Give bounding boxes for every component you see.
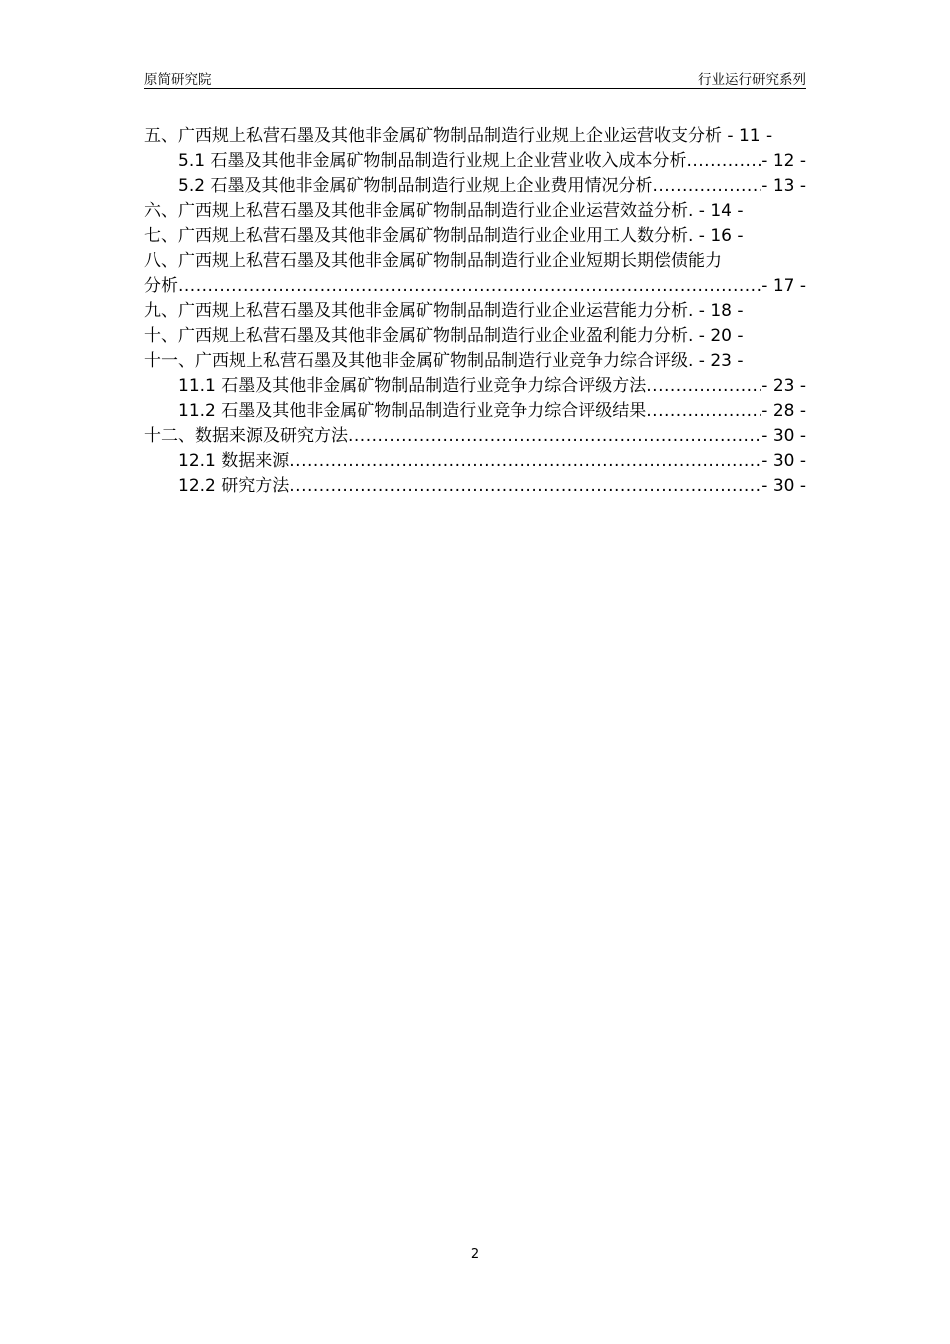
header-org-name: 原简研究院 xyxy=(144,72,212,88)
toc-entry-page: - 23 - xyxy=(761,376,806,396)
toc-entry[interactable] xyxy=(144,249,806,299)
page-number: 2 xyxy=(470,1247,480,1262)
toc-entry[interactable] xyxy=(144,224,806,249)
toc-entry-page: - 17 - xyxy=(761,276,806,296)
toc-entry-title: 分析 xyxy=(144,276,178,296)
toc-entry[interactable] xyxy=(144,424,806,449)
toc-dot-leader xyxy=(289,474,761,499)
toc-entry-text: 九、广西规上私营石墨及其他非金属矿物制品制造行业企业运营能力分析. - 18 - xyxy=(144,301,744,321)
toc-entry[interactable] xyxy=(144,374,806,399)
page-header xyxy=(144,68,806,89)
toc-entry-title: 5.1 石墨及其他非金属矿物制品制造行业规上企业营业收入成本分析 xyxy=(178,151,687,171)
toc-dot-leader xyxy=(348,424,761,449)
toc-entry-title: 十二、数据来源及研究方法 xyxy=(144,426,348,446)
toc-dot-leader xyxy=(646,374,761,399)
toc-entry-title: 11.2 石墨及其他非金属矿物制品制造行业竞争力综合评级结果 xyxy=(178,401,647,421)
toc-entry-text: 十一、广西规上私营石墨及其他非金属矿物制品制造行业竞争力综合评级. - 23 - xyxy=(144,351,744,371)
toc-entry[interactable] xyxy=(144,449,806,474)
toc-entry-text: 八、广西规上私营石墨及其他非金属矿物制品制造行业企业短期长期偿债能力 xyxy=(144,251,722,271)
toc-entry-page: - 13 - xyxy=(761,176,806,196)
toc-entry-page: - 30 - xyxy=(761,476,806,496)
toc-entry-title: 12.1 数据来源 xyxy=(178,451,290,471)
toc-entry[interactable] xyxy=(144,149,806,174)
toc-entry-page: - 28 - xyxy=(761,401,806,421)
toc-entry[interactable] xyxy=(144,399,806,424)
toc-entry[interactable] xyxy=(144,474,806,499)
toc-dot-leader xyxy=(289,449,761,474)
toc-entry[interactable] xyxy=(144,174,806,199)
toc-entry-title: 5.2 石墨及其他非金属矿物制品制造行业规上企业费用情况分析 xyxy=(178,176,653,196)
toc-entry-page: - 30 - xyxy=(761,451,806,471)
toc-entry[interactable] xyxy=(144,349,806,374)
header-series-name: 行业运行研究系列 xyxy=(698,72,806,88)
toc-dot-leader xyxy=(652,174,761,199)
toc-dot-leader xyxy=(686,149,761,174)
toc-entry-text: 十、广西规上私营石墨及其他非金属矿物制品制造行业企业盈利能力分析. - 20 - xyxy=(144,326,744,346)
toc-entry-page: - 30 - xyxy=(761,426,806,446)
table-of-contents xyxy=(144,124,806,499)
toc-entry-page: - 12 - xyxy=(761,151,806,171)
toc-entry[interactable] xyxy=(144,124,806,149)
toc-entry-title: 12.2 研究方法 xyxy=(178,476,290,496)
toc-entry-text: 七、广西规上私营石墨及其他非金属矿物制品制造行业企业用工人数分析. - 16 - xyxy=(144,226,744,246)
toc-entry[interactable] xyxy=(144,199,806,224)
toc-entry-text: 六、广西规上私营石墨及其他非金属矿物制品制造行业企业运营效益分析. - 14 - xyxy=(144,201,744,221)
toc-entry-text: 五、广西规上私营石墨及其他非金属矿物制品制造行业规上企业运营收支分析 - 11 - xyxy=(144,126,773,146)
toc-entry[interactable] xyxy=(144,324,806,349)
toc-entry[interactable] xyxy=(144,299,806,324)
toc-dot-leader xyxy=(646,399,761,424)
toc-dot-leader xyxy=(178,274,761,299)
toc-entry-title: 11.1 石墨及其他非金属矿物制品制造行业竞争力综合评级方法 xyxy=(178,376,647,396)
